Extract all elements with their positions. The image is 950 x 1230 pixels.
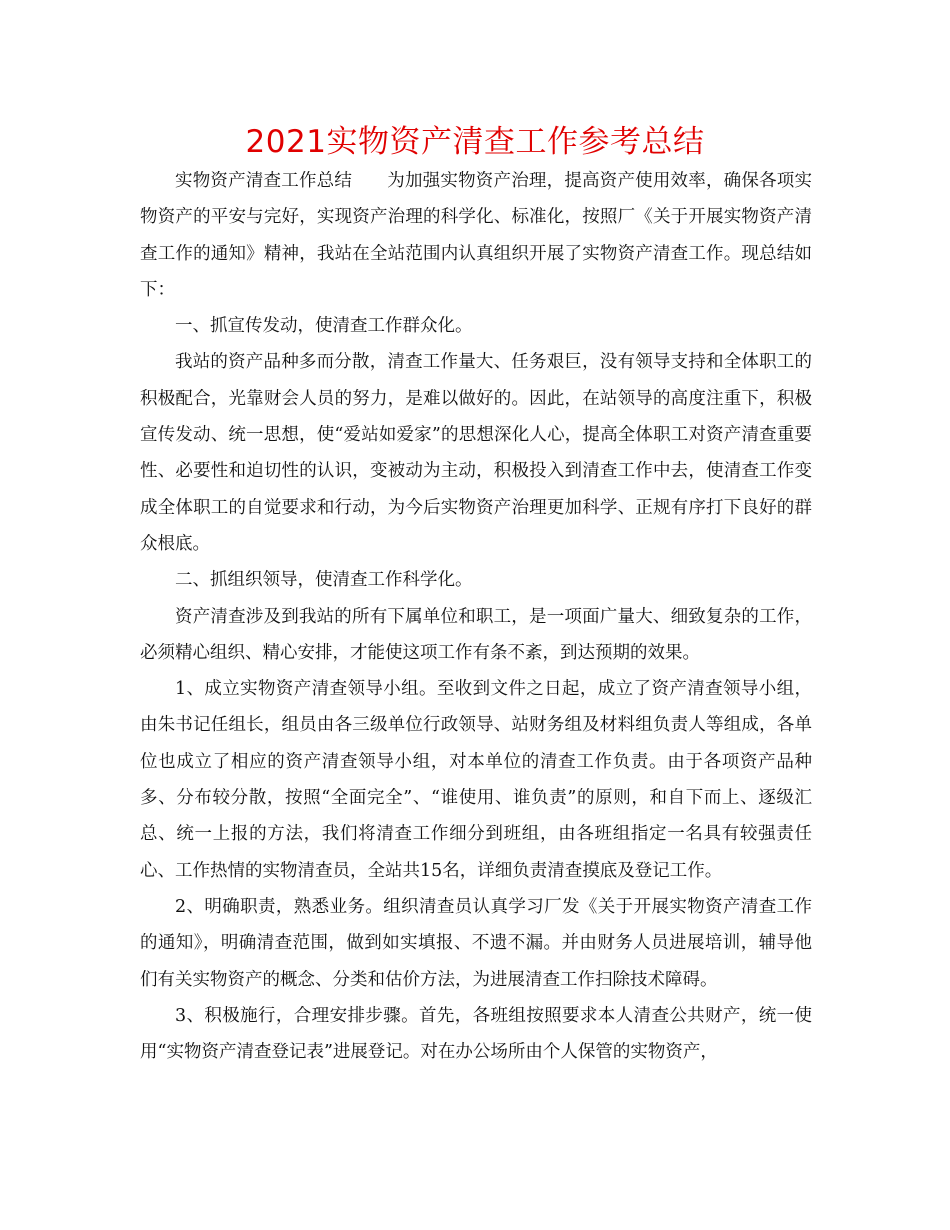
section-heading-1: 一、抓宣传发动，使清查工作群众化。 [175, 316, 473, 337]
paragraph: 2、明确职责，熟悉业务。组织清查员认真学习厂发《关于开展实物资产清查工作的通知》，明确清查范围，做到如实填报、不遗不漏。并由财务人员进展培训，辅导他们有关实物资产的概念、分类和估价方法，为进展清查工作扫除技术障碍。 [140, 896, 812, 990]
paragraph: 我站的资产品种多而分散，清查工作量大、任务艰巨，没有领导支持和全体职工的积极配合，光靠财会人员的努力，是难以做好的。因此，在站领导的高度注重下，积极宣传发动、统一思想，使“爱站如爱家”的思想深化人心，提高全体职工对资产清查重要性、必要性和迫切性的认识，变被动为主动，积极投入到清查工作中去，使清查工作变成全体职工的自觉要求和行动，为今后实物资产治理更加科学、正规有序打下良好的群众根底。 [140, 352, 812, 554]
paragraph: 资产清查涉及到我站的所有下属单位和职工，是一项面广量大、细致复杂的工作，必须精心组织、精心安排，才能使这项工作有条不紊，到达预期的效果。 [140, 606, 812, 663]
section-heading-2: 二、抓组织领导，使清查工作科学化。 [175, 570, 473, 591]
document-body [140, 163, 812, 1070]
intro-text: 为加强实物资产治理，提高资产使用效率，确保各项实物资产的平安与完好，实现资产治理的科学化、标准化，按照厂《关于开展实物资产清查工作的通知》精神，我站在全站范围内认真组织开展了实物资产清查工作。现总结如下： [140, 171, 813, 300]
intro-paragraph [140, 163, 812, 308]
intro-heading: 实物资产清查工作总结 [175, 171, 353, 191]
document-title: 2021实物资产清查工作参考总结 [245, 124, 705, 160]
paragraph: 3、积极施行，合理安排步骤。首先，各班组按照要求本人清查公共财产，统一使用“实物资产清查登记表”进展登记。对在办公场所由个人保管的实物资产， [140, 1005, 812, 1063]
paragraph: 1、成立实物资产清查领导小组。至收到文件之日起，成立了资产清查领导小组，由朱书记任组长，组员由各三级单位行政领导、站财务组及材料组负责人等组成，各单位也成立了相应的资产清查领导小组，对本单位的清查工作负责。由于各项资产品种多、分布较分散，按照“全面完全”、“谁使用、谁负责”的原则，和自下而上、逐级汇总、统一上报的方法，我们将清查工作细分到班组，由各班组指定一名具有较强责任心、工作热情的实物清查员，全站共15名，详细负责清查摸底及登记工作。 [140, 679, 812, 881]
